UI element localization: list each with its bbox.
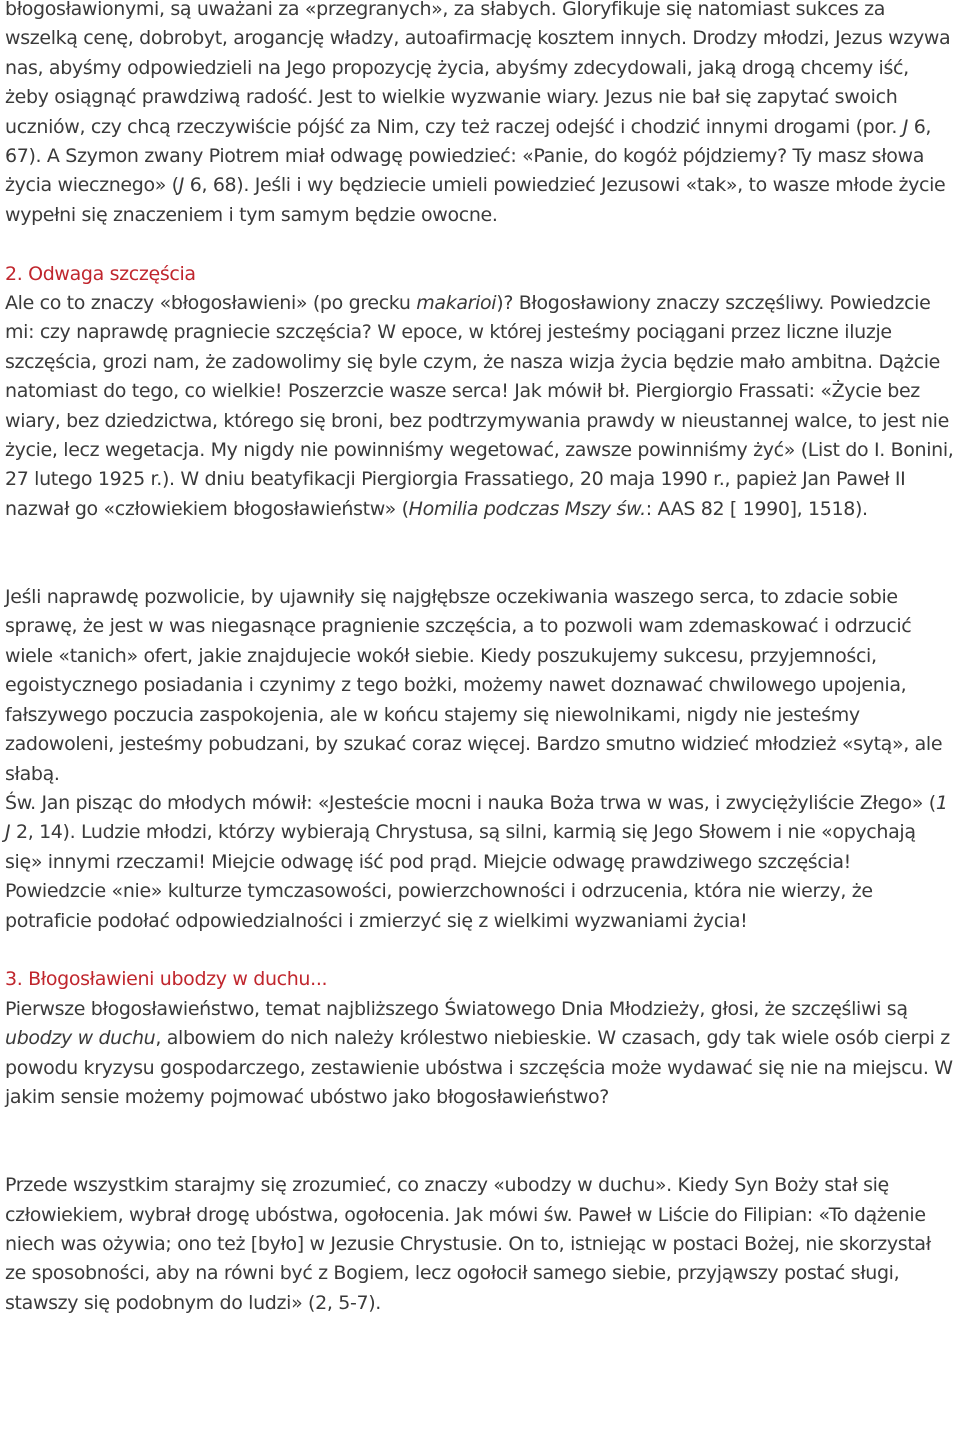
italic-text-run: J [178,174,185,197]
italic-text-run: 1 J [5,791,948,844]
spacer [5,1112,957,1141]
text-run: 2, 14). Ludzie młodzi, którzy wybierają Chrystusa, są silni, karmią się Jego Słowem i nie «opychają się» innymi rzeczami! Miejcie odwagę iść pod prąd. Miejcie odwagę prawdziwego szczęścia! Powiedzcie «nie» kulturze tymczasowości, powierzchowności i odrzucenia, która nie wierzy, że potraficie podołać odpowiedzialności i zmierzyć się z wielkimi wyzwaniami życia! [5,821,916,932]
paragraph-poor-1 [5,995,957,1113]
italic-text-run: Homilia podczas Mszy św. [408,497,646,520]
spacer [5,230,957,259]
italic-text-run: makarioi [416,292,497,315]
paragraph-courage-2 [5,583,957,789]
italic-text-run: J [902,115,908,138]
paragraph-courage-3 [5,789,957,936]
text-run: Św. Jan pisząc do młodych mówił: «Jesteście mocni i nauka Boża trwa w was, i zwyciężyliście Złego» ( [5,791,936,814]
text-run: Pierwsze błogosławieństwo, temat najbliższego Światowego Dnia Młodzieży, głosi, że szczęśliwi są [5,997,908,1020]
italic-text-run: ubodzy w duchu [5,1027,156,1050]
spacer [5,936,957,965]
text-run: Ale co to znaczy «błogosławieni» (po grecku [5,292,417,315]
spacer [5,1142,957,1171]
document-page [5,0,957,1318]
spacer [5,524,957,553]
text-run: , albowiem do nich należy królestwo niebieskie. W czasach, gdy tak wiele osób cierpi z powodu kryzysu gospodarczego, zestawienie ubóstwa i szczęścia może wydawać się nie na miejscu. W jakim sensie możemy pojmować ubóstwo jako błogosławieństwo? [5,1027,953,1108]
section-heading-3: 3. Błogosławieni ubodzy w duchu... [5,968,328,991]
section-heading-2: 2. Odwaga szczęścia [5,262,196,285]
text-run: : AAS 82 [ 1990], 1518). [645,497,868,520]
text-run: 6, 67). A Szymon zwany Piotrem miał odwagę powiedzieć: «Panie, do kogóż pójdziemy? Ty masz słowa życia wiecznego» ( [5,115,932,197]
paragraph-poor-2 [5,1171,957,1318]
spacer [5,554,957,583]
text-run: )? Błogosławiony znaczy szczęśliwy. Powiedzcie mi: czy naprawdę pragniecie szczęścia? W epoce, w której jesteśmy pociągani przez liczne iluzje szczęścia, grozi nam, że zadowolimy się byle czym, że nasza wizja życia będzie mało ambitna. Dążcie natomiast do tego, co wielkie! Poszerzcie wasze serca! Jak mówił bł. Piergiorgio Frassati: «Życie bez wiary, bez dziedzictwa, którego się broni, bez podtrzymywania prawdy w nieustannej walce, to jest nie życie, lecz wegetacja. My nigdy nie powinniśmy wegetować, zawsze powinniśmy żyć» (List do I. Bonini, 27 lutego 1925 r.). W dniu beatyfikacji Piergiorgia Frassatiego, 20 maja 1990 r., papież Jan Paweł II nazwał go «człowiekiem błogosławieństw» ( [5,292,954,520]
text-run: Przede wszystkim starajmy się zrozumieć, co znaczy «ubodzy w duchu». Kiedy Syn Boży stał się człowiekiem, wybrał drogę ubóstwa, ogołocenia. Jak mówi św. Paweł w Liście do Filipian: «To dążenie niech was ożywia; ono też [było] w Jezusie Chrystusie. On to, istniejąc w postaci Bożej, nie skorzystał ze sposobności, aby na równi być z Bogiem, lecz ogołocił samego siebie, przyjąwszy postać sługi, stawszy się podobnym do ludzi» (2, 5-7). [5,1174,931,1314]
text-run: błogosławionymi, są uważani za «przegranych», za słabych. Gloryfikuje się natomiast sukces za wszelką cenę, dobrobyt, arogancję władzy, autoafirmację kosztem innych. Drodzy młodzi, Jezus wzywa nas, abyśmy odpowiedzieli na Jego propozycję życia, abyśmy zdecydowali, jaką drogą chcemy iść, żeby osiągnąć prawdziwą radość. Jest to wielkie wyzwanie wiary. Jezus nie bał się zapytać swoich uczniów, czy chcą rzeczywiście pójść za Nim, czy też raczej odejść i chodzić innymi drogami (por. [5,0,951,138]
paragraph-courage-1 [5,289,957,524]
text-run: 6, 68). Jeśli i wy będziecie umieli powiedzieć Jezusowi «tak», to wasze młode życie wypełni się znaczeniem i tym samym będzie owocne. [5,174,946,226]
paragraph-intro [5,0,957,230]
text-run: Jeśli naprawdę pozwolicie, by ujawniły się najgłębsze oczekiwania waszego serca, to zdacie sobie sprawę, że jest w was niegasnące pragnienie szczęścia, a to pozwoli wam zdemaskować i odrzucić wiele «tanich» ofert, jakie znajdujecie wokół siebie. Kiedy poszukujemy sukcesu, przyjemności, egoistycznego posiadania i czynimy z tego bożki, możemy nawet doznawać chwilowego upojenia, fałszywego poczucia zaspokojenia, ale w końcu stajemy się niewolnikami, nigdy nie jesteśmy zadowoleni, jesteśmy pobudzani, by szukać coraz więcej. Bardzo smutno widzieć młodzież «sytą», ale słabą. [5,586,943,785]
